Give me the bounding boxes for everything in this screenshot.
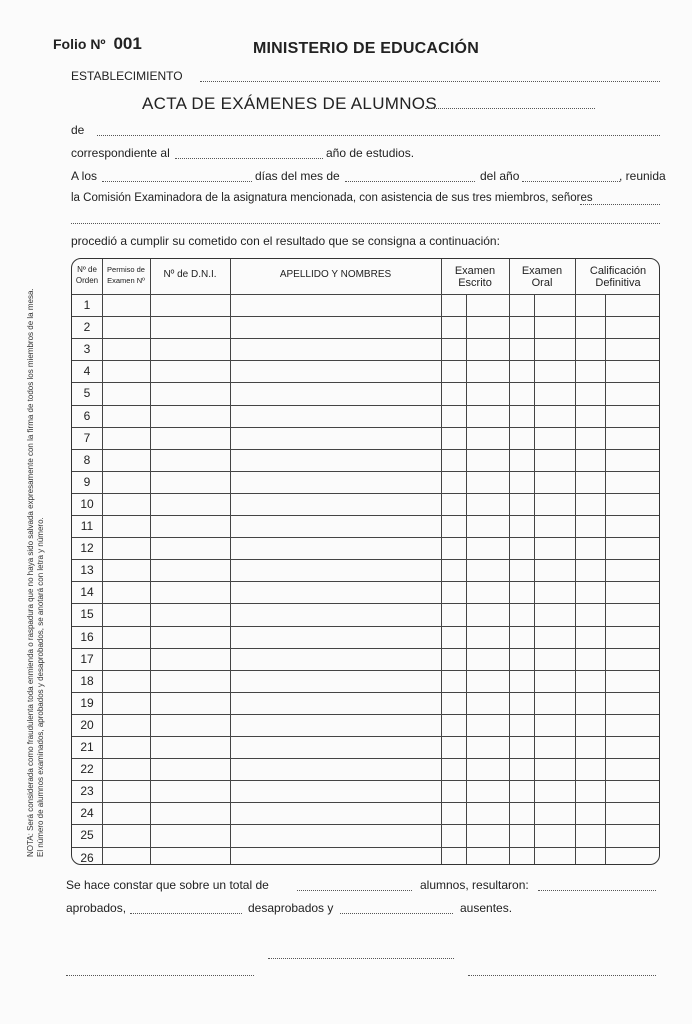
table-row xyxy=(72,360,659,361)
col-divider xyxy=(230,259,231,864)
row-number: 14 xyxy=(80,585,94,600)
acta-field[interactable] xyxy=(425,107,595,109)
side-note-line2: El número de alumnos examinados, aprobados y desaprobados, se anotará con letra y número. xyxy=(36,517,45,857)
del-anio-label: del año xyxy=(480,169,520,183)
senores-field[interactable] xyxy=(580,203,660,205)
row-number: 15 xyxy=(80,607,94,622)
row-number: 13 xyxy=(80,563,94,578)
acta-title: ACTA DE EXÁMENES DE ALUMNOS xyxy=(142,94,437,113)
header-oral xyxy=(509,265,575,289)
col-subdivider xyxy=(466,294,467,864)
establecimiento-label: ESTABLECIMIENTO xyxy=(71,69,183,83)
side-note xyxy=(26,267,46,857)
row-number: 17 xyxy=(80,651,94,666)
senores-field-2[interactable] xyxy=(71,222,660,224)
signature-line-right[interactable] xyxy=(468,974,656,976)
ministry-title: MINISTERIO DE EDUCACIÓN xyxy=(253,40,479,57)
table-row xyxy=(72,405,659,406)
establecimiento-field[interactable] xyxy=(200,80,660,82)
table-row xyxy=(72,758,659,759)
hace-constar-label: Se hace constar que sobre un total de xyxy=(66,878,269,892)
header-permiso-line1: Permiso de xyxy=(107,265,145,274)
col-divider xyxy=(150,259,151,864)
header-apellido: APELLIDO Y NOMBRES xyxy=(279,269,392,280)
total-field[interactable] xyxy=(297,889,412,891)
col-subdivider xyxy=(605,294,606,864)
row-number: 7 xyxy=(83,430,91,445)
row-number: 5 xyxy=(83,386,91,401)
reunida-label: , reunida xyxy=(619,169,666,183)
row-number: 4 xyxy=(83,364,91,379)
row-number: 21 xyxy=(80,740,94,754)
table-row xyxy=(72,626,659,627)
dias-mes-label: días del mes de xyxy=(255,169,340,183)
desaprobados-field[interactable] xyxy=(340,912,453,914)
table-row xyxy=(72,338,659,339)
anio-field[interactable] xyxy=(522,180,620,182)
table-row xyxy=(72,736,659,737)
col-subdivider xyxy=(534,294,535,864)
col-divider xyxy=(102,259,103,864)
resultaron-field[interactable] xyxy=(538,889,656,891)
table-row xyxy=(72,515,659,516)
row-number: 24 xyxy=(80,806,94,821)
row-number: 8 xyxy=(83,452,91,467)
row-number: 10 xyxy=(80,496,94,511)
table-row xyxy=(72,648,659,649)
dias-field[interactable] xyxy=(102,180,252,182)
table-row xyxy=(72,493,659,494)
row-number: 19 xyxy=(80,695,94,710)
exam-table xyxy=(71,258,660,865)
col-divider xyxy=(441,259,442,864)
header-calificacion-line2: Definitiva xyxy=(595,277,641,289)
table-row xyxy=(72,471,659,472)
row-number: 6 xyxy=(83,408,91,423)
header-oral-line2: Oral xyxy=(531,277,553,289)
row-number: 20 xyxy=(80,717,94,732)
row-number: 2 xyxy=(83,320,91,335)
folio-number: 001 xyxy=(113,34,142,53)
header-orden xyxy=(72,264,102,286)
header-orden-line2: Orden xyxy=(75,276,99,285)
table-row xyxy=(72,382,659,383)
table-row xyxy=(72,427,659,428)
table-row xyxy=(72,537,659,538)
desaprobados-label: desaprobados y xyxy=(248,901,334,915)
table-row xyxy=(72,692,659,693)
header-escrito-line2: Escrito xyxy=(458,277,492,289)
procedio-text: procedió a cumplir su cometido con el resultado que se consigna a continuación: xyxy=(71,234,500,248)
row-number: 25 xyxy=(80,828,94,843)
aprobados-label: aprobados, xyxy=(66,901,127,915)
comision-label: la Comisión Examinadora de la asignatura mencionada, con asistencia de sus tres miembros, señores xyxy=(71,192,593,204)
row-number: 26 xyxy=(80,850,94,865)
row-number: 22 xyxy=(80,762,94,777)
header-permiso-line2: Examen Nº xyxy=(107,276,145,285)
signature-line-center[interactable] xyxy=(268,957,454,959)
row-number: 11 xyxy=(80,519,94,533)
col-divider xyxy=(509,259,510,864)
table-row xyxy=(72,449,659,450)
col-divider xyxy=(575,259,576,864)
header-escrito xyxy=(441,265,509,289)
table-row xyxy=(72,316,659,317)
table-row xyxy=(72,581,659,582)
folio-label xyxy=(53,34,142,54)
row-number: 16 xyxy=(80,629,94,644)
table-row xyxy=(72,670,659,671)
table-row xyxy=(72,603,659,604)
de-field[interactable] xyxy=(97,134,660,136)
signature-line-left[interactable] xyxy=(66,974,254,976)
aprobados-field[interactable] xyxy=(130,912,242,914)
header-orden-line1: Nº de xyxy=(77,265,97,274)
table-row xyxy=(72,824,659,825)
de-label: de xyxy=(71,123,85,137)
row-number: 12 xyxy=(80,541,94,556)
anio-estudios-label: año de estudios. xyxy=(326,146,415,160)
a-los-label: A los xyxy=(71,169,98,183)
row-number: 3 xyxy=(83,342,91,357)
row-number: 9 xyxy=(83,474,91,489)
header-permiso xyxy=(102,264,150,286)
table-row xyxy=(72,559,659,560)
table-row xyxy=(72,802,659,803)
header-oral-line1: Examen xyxy=(521,265,563,277)
mes-field[interactable] xyxy=(345,180,475,182)
correspondiente-field[interactable] xyxy=(175,157,323,159)
ausentes-label: ausentes. xyxy=(460,901,513,915)
folio-label-text: Folio Nº xyxy=(53,36,106,52)
header-escrito-line1: Examen xyxy=(454,265,496,277)
correspondiente-label: correspondiente al xyxy=(71,146,170,160)
alumnos-resultaron-label: alumnos, resultaron: xyxy=(420,878,529,892)
row-number: 1 xyxy=(83,298,91,312)
side-note-line1: NOTA: Será considerada como fraudulenta toda enmienda o raspadura que no haya sido salvada expresamente con la firma de todos los miembros de la mesa. xyxy=(26,288,35,857)
header-calificacion-line1: Calificación xyxy=(589,265,647,277)
row-number: 23 xyxy=(80,784,94,799)
header-dni: Nº de D.N.I. xyxy=(163,269,217,280)
table-row xyxy=(72,294,659,295)
table-row xyxy=(72,714,659,715)
table-row xyxy=(72,780,659,781)
table-row xyxy=(72,847,659,848)
row-number: 18 xyxy=(80,673,94,688)
header-calificacion xyxy=(575,265,660,289)
